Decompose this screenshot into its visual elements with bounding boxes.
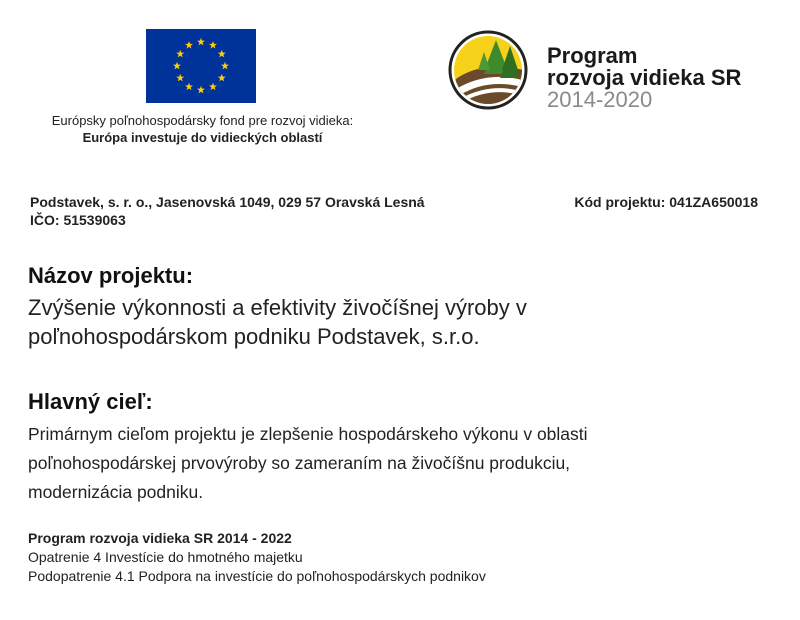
program-submeasure: Podopatrenie 4.1 Podpora na investície do poľnohospodárskych podnikov <box>28 568 486 584</box>
project-name-line1: Zvýšenie výkonnosti a efektivity živočíšnej výroby v <box>28 295 527 320</box>
eu-star-icon <box>176 50 184 58</box>
program-logo-title-line1: Program <box>547 43 638 68</box>
program-logo-title-line2: rozvoja vidieka SR <box>547 65 742 90</box>
program-title: Program rozvoja vidieka SR 2014 - 2022 <box>28 530 292 546</box>
company-address: Podstavek, s. r. o., Jasenovská 1049, 029 57 Oravská Lesná <box>30 194 425 210</box>
eu-star-icon <box>185 83 193 91</box>
program-logo-text <box>547 45 797 111</box>
eu-star-icon <box>218 74 226 82</box>
project-name-heading: Názov projektu: <box>28 263 194 288</box>
rural-landscape-logo-icon <box>448 30 528 110</box>
eu-star-icon <box>221 62 229 70</box>
eu-fund-caption <box>0 112 405 146</box>
project-name-line2: poľnohospodárskom podniku Podstavek, s.r.o. <box>28 324 480 349</box>
eu-star-icon <box>209 41 217 49</box>
main-goal-heading: Hlavný cieľ: <box>28 389 153 414</box>
project-name <box>28 293 788 351</box>
eu-star-icon <box>197 86 205 94</box>
program-info <box>28 529 788 586</box>
main-goal-line3: modernizácia podniku. <box>28 482 204 502</box>
eu-star-icon <box>218 50 226 58</box>
eu-star-icon <box>176 74 184 82</box>
eu-star-icon <box>197 38 205 46</box>
main-goal-text <box>28 420 788 507</box>
eu-flag-icon <box>146 29 256 103</box>
main-goal-line2: poľnohospodárskej prvovýroby so zameraním na živočíšnu produkciu, <box>28 453 571 473</box>
company-ico: IČO: 51539063 <box>30 212 126 228</box>
eu-fund-caption-line2: Európa investuje do vidieckých oblastí <box>82 130 323 145</box>
eu-fund-caption-line1: Európsky poľnohospodársky fond pre rozvoj vidieka: <box>51 113 354 128</box>
program-logo-years: 2014-2020 <box>547 87 653 112</box>
company-info <box>30 193 425 229</box>
eu-star-icon <box>209 83 217 91</box>
eu-star-icon <box>173 62 181 70</box>
program-measure: Opatrenie 4 Investície do hmotného majetku <box>28 549 303 565</box>
main-goal-line1: Primárnym cieľom projektu je zlepšenie hospodárskeho výkonu v oblasti <box>28 424 588 444</box>
project-code: Kód projektu: 041ZA650018 <box>574 194 758 210</box>
eu-star-icon <box>185 41 193 49</box>
